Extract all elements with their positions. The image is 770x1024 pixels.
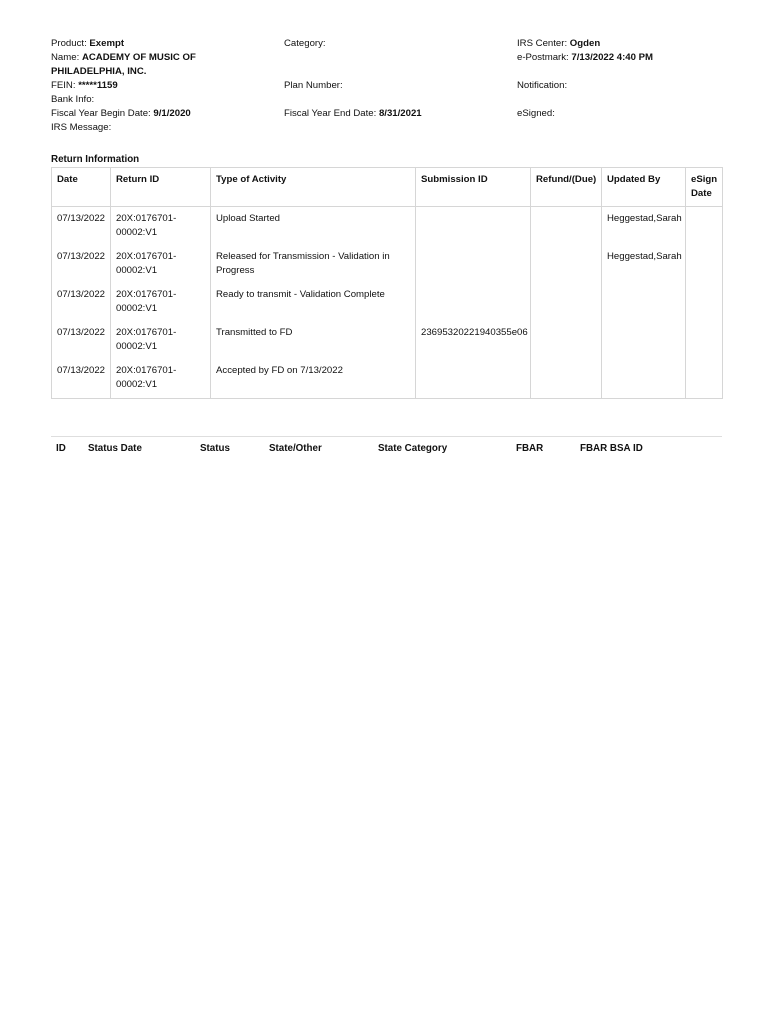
cell-date: 07/13/2022 — [52, 246, 111, 284]
column-header-type-of-activity: Type of Activity — [211, 168, 416, 207]
fiscal-year-end-label: Fiscal Year End Date: — [284, 108, 377, 119]
cell-type-of-activity: Ready to transmit - Validation Complete — [211, 284, 416, 322]
epostmark-value: 7/13/2022 4:40 PM — [571, 52, 653, 63]
cell-refund-due — [531, 207, 602, 247]
cell-return-id: 20X:0176701-00002:V1 — [111, 246, 211, 284]
column-header-updated-by: Updated By — [602, 168, 686, 207]
irs-message-label: IRS Message: — [51, 121, 112, 133]
status-column-status: Status — [200, 443, 230, 454]
organization-name: ACADEMY OF MUSIC OF PHILADELPHIA, INC. — [51, 52, 196, 77]
fiscal-year-end-value: 8/31/2021 — [378, 108, 422, 119]
header-middle-column — [284, 37, 504, 121]
cell-submission-id — [416, 284, 531, 322]
plan-number-label: Plan Number: — [284, 80, 343, 91]
fiscal-year-begin-label: Fiscal Year Begin Date: — [51, 107, 151, 119]
irs-message-line — [51, 121, 271, 135]
table-header-row — [52, 168, 723, 207]
cell-refund-due — [531, 322, 602, 360]
cell-submission-id: 23695320221940355e06 — [416, 322, 531, 360]
cell-type-of-activity: Released for Transmission - Validation in Progress — [211, 246, 416, 284]
cell-type-of-activity: Upload Started — [211, 207, 416, 247]
cell-date: 07/13/2022 — [52, 360, 111, 399]
cell-date: 07/13/2022 — [52, 207, 111, 247]
esigned-line — [517, 107, 747, 121]
name-label: Name: — [51, 52, 80, 63]
status-column-fbar-bsa-id: FBAR BSA ID — [580, 443, 643, 454]
notification-line — [517, 79, 747, 93]
status-table-divider — [51, 436, 722, 437]
cell-return-id: 20X:0176701-00002:V1 — [111, 322, 211, 360]
cell-refund-due — [531, 246, 602, 284]
status-column-state-category: State Category — [378, 443, 448, 454]
table-row — [52, 322, 723, 360]
return-information-table — [51, 167, 723, 399]
cell-updated-by — [602, 284, 686, 322]
cell-updated-by: Heggestad,Sarah — [602, 207, 686, 247]
cell-date: 07/13/2022 — [52, 322, 111, 360]
status-column-state-other: State/Other — [269, 443, 322, 454]
cell-esign-date — [686, 246, 723, 284]
product-value: Exempt — [89, 38, 125, 49]
fein-label: FEIN: — [51, 79, 76, 91]
product-label: Product: — [51, 38, 87, 49]
header-left-column — [51, 37, 271, 135]
cell-esign-date — [686, 207, 723, 247]
cell-return-id: 20X:0176701-00002:V1 — [111, 207, 211, 247]
status-column-status-date: Status Date — [88, 443, 142, 454]
fiscal-year-begin-value: 9/1/2020 — [153, 107, 191, 119]
cell-return-id: 20X:0176701-00002:V1 — [111, 284, 211, 322]
cell-refund-due — [531, 284, 602, 322]
header-right-column — [517, 37, 747, 121]
category-label: Category: — [284, 38, 326, 49]
cell-type-of-activity: Transmitted to FD — [211, 322, 416, 360]
status-column-fbar: FBAR — [516, 443, 544, 454]
bank-info-line — [51, 93, 271, 107]
cell-updated-by: Heggestad,Sarah — [602, 246, 686, 284]
cell-updated-by — [602, 322, 686, 360]
column-header-return-id: Return ID — [111, 168, 211, 207]
name-line — [51, 51, 271, 79]
fein-line — [51, 79, 271, 93]
return-information-title: Return Information — [51, 154, 140, 165]
status-column-id: ID — [56, 443, 66, 454]
fiscal-year-begin-line — [51, 107, 271, 121]
cell-submission-id — [416, 246, 531, 284]
table-row — [52, 207, 723, 247]
notification-label: Notification: — [517, 80, 568, 91]
table-row — [52, 246, 723, 284]
plan-number-line — [284, 79, 504, 93]
cell-esign-date — [686, 360, 723, 399]
irs-center-line — [517, 37, 747, 51]
cell-submission-id — [416, 207, 531, 247]
column-header-esign-date: eSign Date — [686, 168, 723, 207]
cell-updated-by — [602, 360, 686, 399]
irs-center-value: Ogden — [569, 38, 601, 49]
epostmark-label: e-Postmark: — [517, 52, 569, 63]
table-row — [52, 360, 723, 399]
irs-center-label: IRS Center: — [517, 38, 568, 49]
category-line — [284, 37, 504, 51]
epostmark-line — [517, 51, 747, 65]
cell-esign-date — [686, 322, 723, 360]
cell-esign-date — [686, 284, 723, 322]
fein-value: *****1159 — [78, 79, 118, 91]
column-header-date: Date — [52, 168, 111, 207]
cell-submission-id — [416, 360, 531, 399]
column-header-submission-id: Submission ID — [416, 168, 531, 207]
fiscal-year-end-line — [284, 107, 504, 121]
cell-return-id: 20X:0176701-00002:V1 — [111, 360, 211, 399]
esigned-label: eSigned: — [517, 108, 555, 119]
cell-refund-due — [531, 360, 602, 399]
product-line — [51, 37, 271, 51]
cell-date: 07/13/2022 — [52, 284, 111, 322]
bank-info-label: Bank Info: — [51, 93, 95, 105]
cell-type-of-activity: Accepted by FD on 7/13/2022 — [211, 360, 416, 399]
column-header-refund-due: Refund/(Due) — [531, 168, 602, 207]
table-row — [52, 284, 723, 322]
